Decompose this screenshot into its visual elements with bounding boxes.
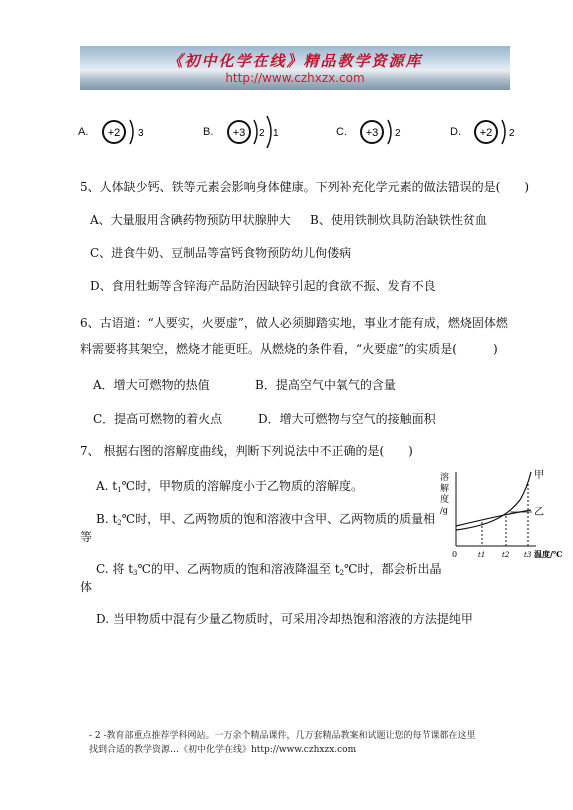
shell-electrons: 3 <box>138 128 144 139</box>
q5-option-c: C、进食牛奶、豆制品等富钙食物预防幼儿佝偻病 <box>90 246 352 260</box>
y-axis-label-1: 溶 <box>440 473 450 483</box>
shell-electrons: 2 <box>259 128 265 139</box>
atom-diagrams <box>78 112 518 156</box>
banner-url: http://www.czhxzx.com <box>225 71 365 85</box>
q7-option-d: D. 当甲物质中混有少量乙物质时，可采用冷却热饱和溶液的方法提纯甲 <box>96 612 473 626</box>
nucleus-charge: +2 <box>479 127 493 139</box>
shell-electrons: 2 <box>395 128 401 139</box>
q7-option-c: C. 将 $t_3℃$的甲、乙两物质的饱和溶液降温至 $t_2℃$时，都会析出晶 <box>96 562 442 577</box>
y-axis-label-4: /g <box>440 506 448 515</box>
question-6-stem-line2: 料需要将其架空，燃烧才能更旺。从燃烧的条件看，“火要虚”的实质是( ) <box>80 342 498 356</box>
nucleus-charge: +3 <box>232 127 246 139</box>
atom-label: D. <box>450 126 461 138</box>
solubility-curve-figure <box>436 468 568 564</box>
footer-line-2: 找到合适的教学资源…《初中化学在线》http://www.czhxzx.com <box>89 745 357 755</box>
q7-option-a: A. $t_1℃$时，甲物质的溶解度小于乙物质的溶解度。 <box>96 479 364 494</box>
q7-option-b-cont: 等 <box>80 530 93 544</box>
origin-label: 0 <box>452 550 458 559</box>
shell-electrons: 2 <box>509 128 515 139</box>
atom-label: B. <box>203 126 214 138</box>
tick-t3: t3 <box>524 551 532 559</box>
page-footer <box>89 729 476 757</box>
atom-structure-icon <box>217 112 287 156</box>
tick-t1: t1 <box>478 551 486 559</box>
curve-jia <box>456 472 531 530</box>
q7-option-b: B. $t_2℃$时，甲、乙两物质的饱和溶液中含甲、乙两物质的质量相 <box>96 512 436 527</box>
atom-label: C. <box>336 126 347 138</box>
atom-structure-icon <box>464 112 524 156</box>
curve-yi <box>456 510 531 526</box>
q5-option-d: D、食用牡蛎等含锌海产品防治因缺锌引起的食欲不振、发育不良 <box>90 279 436 293</box>
q5-option-a: A、大量服用含碘药物预防甲状腺肿大 <box>90 213 291 227</box>
series-label-yi: 乙 <box>534 507 544 518</box>
footer-line-1: - 2 -教育部重点推荐学科网站。一万余个精品课件，几万套精品教案和试题让您的每节课都在这里 <box>89 731 476 741</box>
nucleus-charge: +3 <box>365 127 379 139</box>
shell-electrons: 1 <box>273 128 279 139</box>
tick-t2: t2 <box>502 551 510 559</box>
banner-title: 《初中化学在线》精品教学资源库 <box>167 52 423 70</box>
series-label-jia: 甲 <box>534 470 544 481</box>
header-banner <box>80 46 510 90</box>
y-axis-label-3: 度 <box>440 495 450 505</box>
nucleus-charge: +2 <box>107 127 121 139</box>
q6-option-d: D．增大可燃物与空气的接触面积 <box>258 412 436 426</box>
atom-structure-icon <box>350 112 410 156</box>
q6-option-c: C．提高可燃物的着火点 <box>93 412 223 426</box>
q6-option-a: A．增大可燃物的热值 <box>93 378 210 392</box>
q7-option-c-cont: 体 <box>80 580 93 594</box>
x-axis-label: 温度/℃ <box>534 549 563 559</box>
question-5-stem: 5、人体缺少钙、铁等元素会影响身体健康。下列补充化学元素的做法错误的是( ) <box>80 180 530 194</box>
q5-option-b: B、使用铁制炊具防治缺铁性贫血 <box>310 213 487 227</box>
question-6-stem-line1: 6、古语道：“人要实，火要虚”，做人必须脚踏实地，事业才能有成，燃烧固体燃 <box>80 316 508 330</box>
y-axis-label-2: 解 <box>440 484 450 494</box>
question-7-stem: 7、 根据右图的溶解度曲线，判断下列说法中不正确的是( ) <box>80 444 413 458</box>
q6-option-b: B．提高空气中氧气的含量 <box>255 378 396 392</box>
atom-structure-icon <box>92 112 152 156</box>
atom-label: A. <box>78 126 89 138</box>
